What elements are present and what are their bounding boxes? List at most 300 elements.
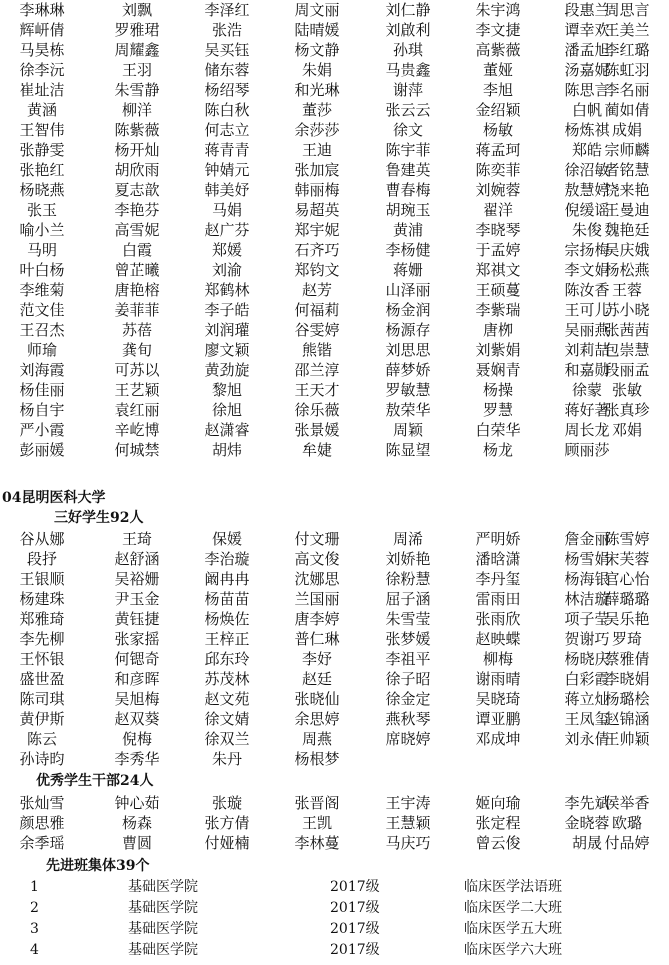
name-cell: 陈思言 [564, 81, 610, 99]
name-cell: 白荣华 [475, 421, 521, 439]
name-cell: 杨海银 [564, 570, 610, 588]
name-cell: 朱雪莹 [385, 610, 431, 628]
name-cell: 张晋阁 [294, 794, 340, 812]
top-name-grid [0, 0, 669, 460]
name-cell: 胡欣雨 [114, 161, 160, 179]
name-cell: 王凯 [301, 814, 332, 832]
name-cell: 吴乐艳 [604, 610, 650, 628]
name-cell: 赵双葵 [114, 710, 160, 728]
name-cell: 苏小晓 [604, 301, 650, 319]
class-name: 临床医学法语班 [464, 879, 562, 895]
name-cell: 王美兰 [604, 21, 650, 39]
name-row [0, 180, 669, 200]
sanhao-row [0, 729, 669, 749]
name-cell: 郑皓 [571, 141, 602, 159]
name-cell: 杨金润 [385, 301, 431, 319]
name-cell: 饶来艳 [604, 181, 650, 199]
name-cell: 陈显望 [385, 441, 431, 459]
name-cell: 王硕蔓 [475, 281, 521, 299]
name-row [0, 420, 669, 440]
name-cell: 王慧颖 [385, 814, 431, 832]
name-cell: 李艳芬 [114, 201, 160, 219]
name-cell: 蒋青青 [204, 141, 250, 159]
name-cell: 杨晓庆 [564, 650, 610, 668]
name-cell [366, 749, 450, 769]
name-cell: 敖慧婷 [564, 181, 610, 199]
name-cell: 李文捷 [475, 21, 521, 39]
name-cell: 何锶奇 [114, 650, 160, 668]
name-cell: 倪缓谣 [564, 201, 610, 219]
name-cell: 赵舒涵 [114, 550, 160, 568]
name-cell: 陈司琪 [19, 690, 65, 708]
name-cell: 包崇慧 [604, 341, 650, 359]
name-cell: 曹圆 [121, 834, 152, 852]
name-cell: 李秀华 [114, 750, 160, 768]
name-cell: 孙琪 [392, 41, 423, 59]
name-cell: 马贵鑫 [385, 61, 431, 79]
name-cell: 张艳红 [19, 161, 65, 179]
name-cell: 刘莉喆 [564, 341, 610, 359]
name-cell: 倪梅 [121, 730, 152, 748]
college-name: 基础医学院 [128, 900, 198, 916]
sanhao-section-title: 三好学生92人 [54, 510, 144, 526]
name-cell: 林洁璇 [564, 590, 610, 608]
name-cell: 李紫瑞 [475, 301, 521, 319]
name-cell: 段惠兰 [564, 1, 610, 19]
name-cell: 屈子涵 [385, 590, 431, 608]
name-cell: 唐李婷 [294, 610, 340, 628]
name-cell: 余季瑶 [19, 834, 65, 852]
sanhao-name-grid [0, 529, 669, 769]
name-cell: 陈宇菲 [385, 141, 431, 159]
class-number: 4 [30, 942, 39, 958]
class-year: 2017级 [330, 921, 380, 937]
name-cell: 詹金丽 [564, 530, 610, 548]
name-cell: 颜思雅 [19, 814, 65, 832]
college-name: 基础医学院 [128, 942, 198, 958]
name-cell: 白霞 [121, 241, 152, 259]
name-cell: 蔡雅倩 [604, 650, 650, 668]
name-cell: 谭亚鹏 [475, 710, 521, 728]
name-cell: 汤嘉妮 [564, 61, 610, 79]
name-cell: 王曼迪 [604, 201, 650, 219]
name-cell: 吴裕姗 [114, 570, 160, 588]
name-cell: 罗敏慧 [385, 381, 431, 399]
name-cell: 龚旬 [121, 341, 152, 359]
name-cell: 王智伟 [19, 121, 65, 139]
class-year: 2017级 [330, 879, 380, 895]
name-cell: 陈白秋 [204, 101, 250, 119]
name-cell: 易超英 [294, 201, 340, 219]
name-cell: 刘润瓘 [204, 321, 250, 339]
name-cell: 徐乐薇 [294, 401, 340, 419]
name-cell: 王宇涛 [385, 794, 431, 812]
name-cell: 廖文颖 [204, 341, 250, 359]
sanhao-row [0, 749, 669, 769]
name-cell: 王凤玺 [564, 710, 610, 728]
name-cell: 贺谢巧 [564, 630, 610, 648]
name-cell: 敖荣华 [385, 401, 431, 419]
sanhao-row [0, 689, 669, 709]
name-cell: 周浠 [392, 530, 423, 548]
class-number: 2 [30, 900, 39, 916]
name-cell: 张晓仙 [294, 690, 340, 708]
name-cell: 徐子昭 [385, 670, 431, 688]
name-cell: 周文丽 [294, 1, 340, 19]
name-cell: 袁红丽 [114, 401, 160, 419]
name-row [0, 140, 669, 160]
name-cell: 王银顺 [19, 570, 65, 588]
name-cell: 严小霞 [19, 421, 65, 439]
name-cell: 李治璇 [204, 550, 250, 568]
name-cell: 李旭 [482, 81, 513, 99]
name-cell: 钟心茹 [114, 794, 160, 812]
name-cell: 王蓉 [611, 281, 642, 299]
name-cell: 和嘉勋 [564, 361, 610, 379]
name-cell: 陈奕菲 [475, 161, 521, 179]
name-cell: 唐艳榕 [114, 281, 160, 299]
name-cell: 李杨健 [385, 241, 431, 259]
name-cell: 胡炜 [211, 441, 242, 459]
name-cell: 吴买钰 [204, 41, 250, 59]
name-cell: 王帅颖 [604, 730, 650, 748]
name-cell: 黎旭 [211, 381, 242, 399]
name-cell: 赵文苑 [204, 690, 250, 708]
name-cell: 吴旭梅 [114, 690, 160, 708]
name-cell: 聂娴青 [475, 361, 521, 379]
name-cell: 韩美妤 [204, 181, 250, 199]
sanhao-row [0, 549, 669, 569]
class-year: 2017级 [330, 942, 380, 958]
name-cell: 郑雅琦 [19, 610, 65, 628]
name-cell: 杨龙 [482, 441, 513, 459]
name-row [0, 300, 669, 320]
name-cell: 高紫薇 [475, 41, 521, 59]
name-cell: 徐旭 [211, 401, 242, 419]
name-cell: 付品婷 [604, 834, 650, 852]
name-cell: 谢萍 [392, 81, 423, 99]
name-cell: 周思言 [604, 1, 650, 19]
name-cell: 石齐巧 [294, 241, 340, 259]
name-cell: 张灿雪 [19, 794, 65, 812]
name-cell: 陈虹羽 [604, 61, 650, 79]
name-cell: 赵锦涵 [604, 710, 650, 728]
name-row [0, 40, 669, 60]
name-cell: 朱丹 [211, 750, 242, 768]
name-cell: 可苏以 [114, 361, 160, 379]
name-cell: 杨佳丽 [19, 381, 65, 399]
name-cell: 顾丽莎 [564, 441, 610, 459]
name-cell: 宋芙蓉 [604, 550, 650, 568]
name-cell: 杨松燕 [604, 261, 650, 279]
name-cell: 和光琳 [294, 81, 340, 99]
name-cell: 周颖 [392, 421, 423, 439]
name-cell: 黄劲旋 [204, 361, 250, 379]
sanhao-row [0, 649, 669, 669]
name-cell: 邱东玲 [204, 650, 250, 668]
name-cell: 邓娟 [611, 421, 642, 439]
name-cell: 刘思思 [385, 341, 431, 359]
name-cell: 张玉 [26, 201, 57, 219]
name-cell: 白彩霞 [564, 670, 610, 688]
name-row [0, 80, 669, 100]
name-cell: 马庆巧 [385, 834, 431, 852]
name-cell: 保媛 [211, 530, 242, 548]
name-cell: 普仁琳 [294, 630, 340, 648]
name-cell: 王可儿 [564, 301, 610, 319]
name-cell: 赵廷 [301, 670, 332, 688]
name-cell: 刘海霞 [19, 361, 65, 379]
name-cell: 罗慧 [482, 401, 513, 419]
name-cell: 吴丽燕 [564, 321, 610, 339]
name-cell: 李林蔓 [294, 834, 340, 852]
name-cell: 赵广芬 [204, 221, 250, 239]
name-cell: 谷从娜 [19, 530, 65, 548]
sanhao-row [0, 629, 669, 649]
name-row [0, 120, 669, 140]
name-row [0, 380, 669, 400]
name-cell: 高雪妮 [114, 221, 160, 239]
name-cell: 何志立 [204, 121, 250, 139]
name-cell: 朱娟 [301, 61, 332, 79]
ganbu-row [0, 833, 669, 853]
name-cell: 罗琦 [611, 630, 642, 648]
name-cell: 成娟 [611, 121, 642, 139]
name-cell: 曾芷曦 [114, 261, 160, 279]
name-cell: 朱俊 [571, 221, 602, 239]
name-cell: 牟婕 [301, 441, 332, 459]
name-cell: 王迪 [301, 141, 332, 159]
name-cell: 段抒 [26, 550, 57, 568]
name-cell: 黄浦 [392, 221, 423, 239]
classes-section-title: 先进班集体39个 [46, 858, 150, 874]
name-cell: 王艺颖 [114, 381, 160, 399]
name-cell: 杨焕佐 [204, 610, 250, 628]
name-cell: 杨璐桧 [604, 690, 650, 708]
name-cell: 董莎 [301, 101, 332, 119]
name-cell: 姜菲菲 [114, 301, 160, 319]
name-cell: 董娅 [482, 61, 513, 79]
name-cell: 张茜茜 [604, 321, 650, 339]
name-cell: 宗扬梅 [564, 241, 610, 259]
name-cell: 柳梅 [482, 650, 513, 668]
name-cell: 杨绍琴 [204, 81, 250, 99]
name-cell: 杨源存 [385, 321, 431, 339]
name-cell: 张家摇 [114, 630, 160, 648]
name-cell: 郑媛 [211, 241, 242, 259]
name-cell: 陈紫薇 [114, 121, 160, 139]
name-cell: 彭丽媛 [19, 441, 65, 459]
name-cell: 徐蒙 [571, 381, 602, 399]
name-cell: 李祖平 [385, 650, 431, 668]
name-cell: 叶白杨 [19, 261, 65, 279]
class-row [0, 919, 669, 940]
name-cell: 张浩 [211, 21, 242, 39]
name-cell: 李晓娟 [604, 670, 650, 688]
name-cell: 薛梦娇 [385, 361, 431, 379]
name-row [0, 240, 669, 260]
name-cell: 雷雨田 [475, 590, 521, 608]
name-cell: 翟洋 [482, 201, 513, 219]
college-name: 基础医学院 [128, 879, 198, 895]
name-cell: 赵潇睿 [204, 421, 250, 439]
name-cell: 徐金定 [385, 690, 431, 708]
name-cell: 杨操 [482, 381, 513, 399]
ganbu-row [0, 813, 669, 833]
name-cell: 邓成坤 [475, 730, 521, 748]
name-cell: 张敏 [611, 381, 642, 399]
name-row [0, 440, 669, 460]
name-cell: 李丹玺 [475, 570, 521, 588]
name-cell: 吴庆娥 [604, 241, 650, 259]
name-cell: 余思婷 [294, 710, 340, 728]
name-cell: 辉岍倩 [19, 21, 65, 39]
name-cell: 金晓蓉 [564, 814, 610, 832]
name-cell: 山泽丽 [385, 281, 431, 299]
name-cell: 赵芳 [301, 281, 332, 299]
name-row [0, 60, 669, 80]
name-row [0, 280, 669, 300]
name-cell: 王梓正 [204, 630, 250, 648]
name-row [0, 260, 669, 280]
name-cell: 唐栁 [482, 321, 513, 339]
name-cell: 官心怡 [604, 570, 650, 588]
name-cell: 李琳琳 [19, 1, 65, 19]
name-cell: 潘晗潇 [475, 550, 521, 568]
class-row [0, 898, 669, 919]
name-cell: 燕秋琴 [385, 710, 431, 728]
name-cell: 朱雪静 [114, 81, 160, 99]
name-cell: 马昊栋 [19, 41, 65, 59]
name-cell: 徐文婧 [204, 710, 250, 728]
name-row [0, 200, 669, 220]
name-cell: 刘永倩 [564, 730, 610, 748]
name-cell: 陈云 [26, 730, 57, 748]
name-cell: 谷雯婷 [294, 321, 340, 339]
name-cell: 何城禁 [114, 441, 160, 459]
name-cell: 蔺如倩 [604, 101, 650, 119]
name-cell: 谢雨晴 [475, 670, 521, 688]
name-cell: 和彦晖 [114, 670, 160, 688]
name-cell: 张静雯 [19, 141, 65, 159]
name-cell: 刘紫娟 [475, 341, 521, 359]
name-cell: 王羽 [121, 61, 152, 79]
name-cell: 喻小兰 [19, 221, 65, 239]
sanhao-row [0, 589, 669, 609]
name-cell: 欧璐 [611, 814, 642, 832]
name-cell: 周长龙 [564, 421, 610, 439]
name-cell: 师瑜 [26, 341, 57, 359]
sanhao-row [0, 709, 669, 729]
name-row [0, 360, 669, 380]
name-cell: 李先柳 [19, 630, 65, 648]
name-cell: 李晓琴 [475, 221, 521, 239]
name-cell: 李泽红 [204, 1, 250, 19]
name-row [0, 320, 669, 340]
name-cell: 杨苗苗 [204, 590, 250, 608]
name-cell: 沈娜思 [294, 570, 340, 588]
name-cell: 马明 [26, 241, 57, 259]
name-cell: 张景媛 [294, 421, 340, 439]
name-cell: 王怀银 [19, 650, 65, 668]
name-cell: 李妤 [301, 650, 332, 668]
name-cell: 柳洋 [121, 101, 152, 119]
sanhao-row [0, 529, 669, 549]
name-cell: 崔址洁 [19, 81, 65, 99]
name-cell: 罗雅珺 [114, 21, 160, 39]
name-cell: 者铭慧 [604, 161, 650, 179]
name-cell: 杨敏 [482, 121, 513, 139]
name-cell: 杨炼祺 [564, 121, 610, 139]
name-cell: 杨文静 [294, 41, 340, 59]
name-cell: 蒋好著 [564, 401, 610, 419]
name-cell: 盛世盈 [19, 670, 65, 688]
name-cell: 严明娇 [475, 530, 521, 548]
name-cell: 胡琬玉 [385, 201, 431, 219]
name-cell: 张方倩 [204, 814, 250, 832]
name-cell: 高文俊 [294, 550, 340, 568]
name-cell: 郑祺文 [475, 261, 521, 279]
name-cell: 陈雪婷 [604, 530, 650, 548]
name-cell: 黄钰捷 [114, 610, 160, 628]
name-cell: 邵兰淳 [294, 361, 340, 379]
name-row [0, 160, 669, 180]
name-cell [456, 749, 540, 769]
name-cell: 王琦 [121, 530, 152, 548]
name-cell: 白帆 [571, 101, 602, 119]
class-row [0, 877, 669, 898]
name-cell: 王天才 [294, 381, 340, 399]
name-cell: 蒋立灿 [564, 690, 610, 708]
name-row [0, 0, 669, 20]
name-cell: 潘孟旭 [564, 41, 610, 59]
name-cell: 谭幸欢 [564, 21, 610, 39]
name-cell: 侯举香 [604, 794, 650, 812]
name-cell: 范文佳 [19, 301, 65, 319]
name-cell: 姬向瑜 [475, 794, 521, 812]
college-name: 基础医学院 [128, 921, 198, 937]
name-cell: 朱宇鸿 [475, 1, 521, 19]
name-cell: 余莎莎 [294, 121, 340, 139]
ganbu-row [0, 793, 669, 813]
name-cell: 辛屹博 [114, 421, 160, 439]
class-year: 2017级 [330, 900, 380, 916]
name-cell: 兰国丽 [294, 590, 340, 608]
name-cell: 曹春梅 [385, 181, 431, 199]
name-cell: 杨森 [121, 814, 152, 832]
name-cell: 杨雪娟 [564, 550, 610, 568]
name-cell: 蒋姗 [392, 261, 423, 279]
name-cell: 刘仁静 [385, 1, 431, 19]
name-cell: 徐文 [392, 121, 423, 139]
name-cell: 杨建珠 [19, 590, 65, 608]
name-cell: 周燕 [301, 730, 332, 748]
name-cell: 陈汝香 [564, 281, 610, 299]
name-cell: 夏志歆 [114, 181, 160, 199]
university-heading: 04昆明医科大学 [2, 490, 106, 506]
name-row [0, 340, 669, 360]
name-cell: 刘娇艳 [385, 550, 431, 568]
name-cell: 李红璐 [604, 41, 650, 59]
name-cell: 李文娟 [564, 261, 610, 279]
name-cell: 刘飘 [121, 1, 152, 19]
name-cell: 付文珊 [294, 530, 340, 548]
name-cell: 项子莹 [564, 610, 610, 628]
name-cell: 张定程 [475, 814, 521, 832]
name-cell: 杨自宇 [19, 401, 65, 419]
sanhao-row [0, 609, 669, 629]
name-cell: 张加宸 [294, 161, 340, 179]
